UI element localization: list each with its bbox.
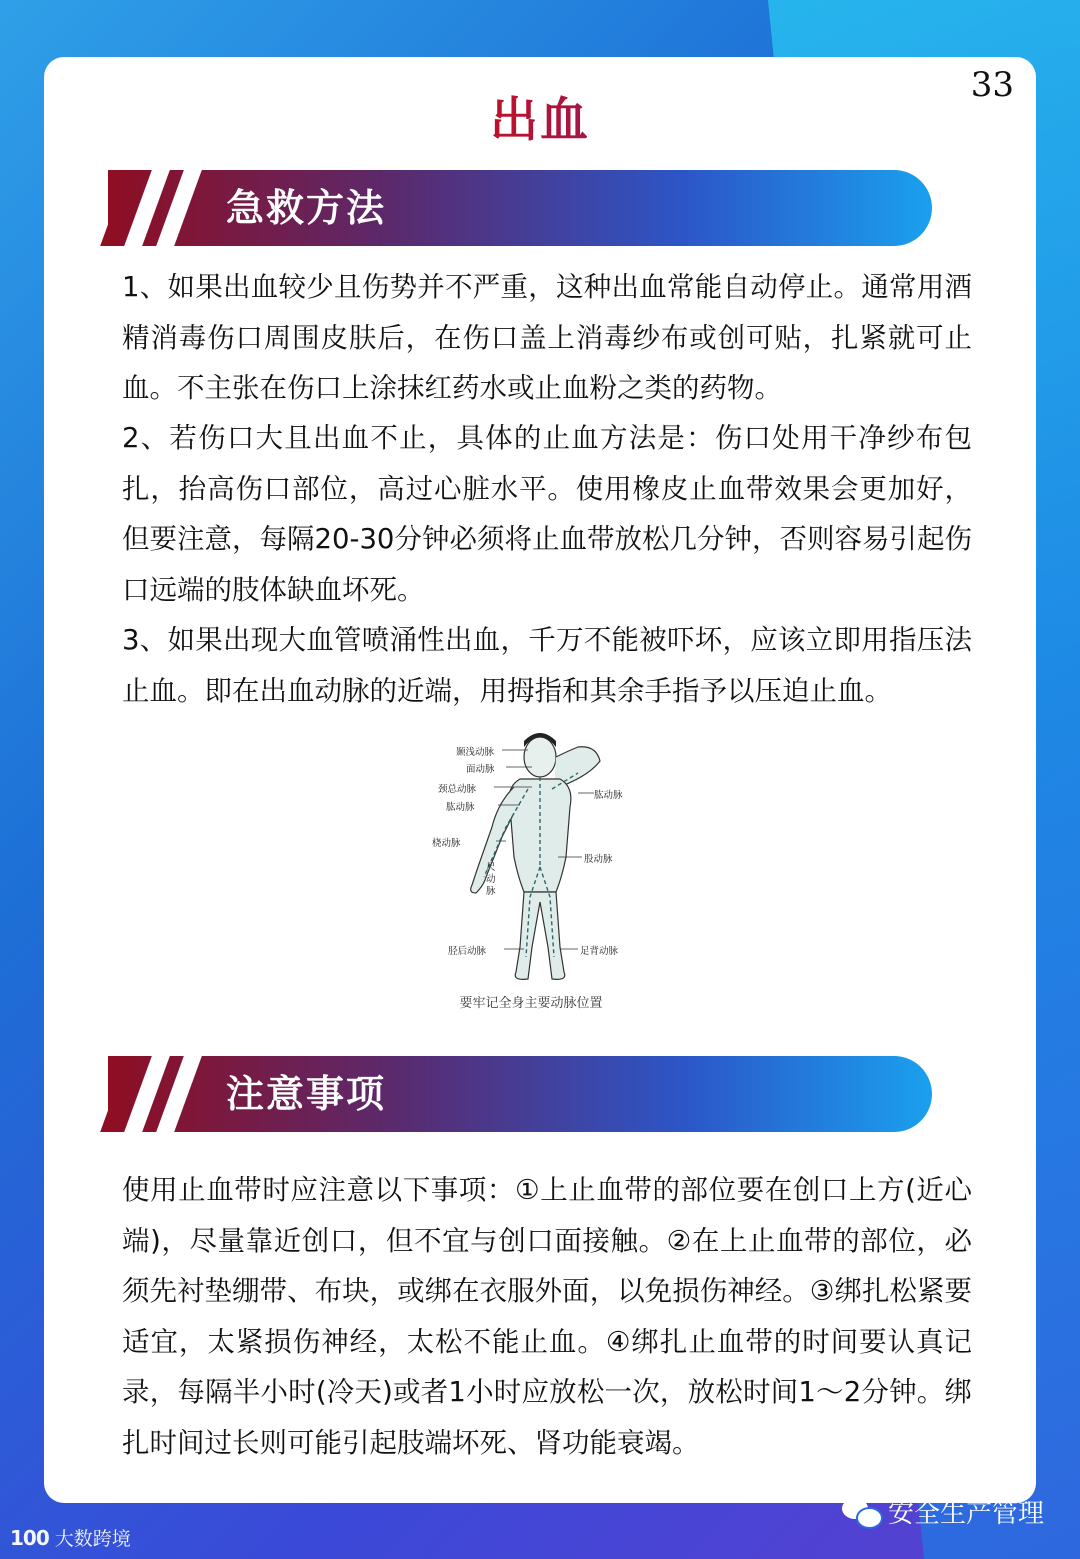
paragraph-3: 3、如果出现大血管喷涌性出血，千万不能被吓坏，应该立即用指压法止血。即在出血动脉的近端，用拇指和其余手指予以压迫止血。 bbox=[122, 624, 972, 707]
label-ulnar-artery: 尺动脉 bbox=[486, 862, 496, 897]
label-brachial-artery-right: 肱动脉 bbox=[594, 790, 623, 801]
section-heading: 急救方法 bbox=[226, 186, 387, 230]
paragraph-1: 1、如果出血较少且伤势并不严重，这种出血常能自动停止。通常用酒精消毒伤口周围皮肤后，在伤口盖上消毒纱布或创可贴，扎紧就可止血。不主张在伤口上涂抹红药水或止血粉之类的药物。 bbox=[122, 271, 972, 404]
label-facial-artery: 面动脉 bbox=[466, 764, 495, 775]
wechat-icon bbox=[842, 1498, 880, 1526]
wechat-watermark bbox=[842, 1493, 1044, 1530]
section-heading: 注意事项 bbox=[226, 1072, 387, 1116]
paragraph-precautions: 使用止血带时应注意以下事项：①上止血带的部位要在创口上方(近心端)，尽量靠近创口，但不宜与创口面接触。②在上止血带的部位，必须先衬垫绷带、布块，或绑在衣服外面，以免损伤神经。③绑扎松紧要适宜，太紧损伤神经，太松不能止血。④绑扎止血带的时间要认真记录，每隔半小时(冷天)或者1小时应放松一次，放松时间1～2分钟。绑扎时间过长则可能引起肢端坏死、肾功能衰竭。 bbox=[122, 1174, 972, 1459]
brand-watermark bbox=[10, 1524, 131, 1551]
content-card bbox=[44, 57, 1036, 1503]
label-posterior-tibial-artery: 胫后动脉 bbox=[448, 946, 487, 957]
page-title: 出血 bbox=[44, 81, 1036, 150]
label-femoral-artery: 股动脉 bbox=[584, 854, 613, 865]
section-header-first-aid bbox=[108, 170, 932, 246]
label-brachial-artery-left: 肱动脉 bbox=[446, 802, 475, 813]
paragraph-2: 2、若伤口大且出血不止，具体的止血方法是：伤口处用干净纱布包扎，抬高伤口部位，高过心脏水平。使用橡皮止血带效果会更加好，但要注意，每隔20-30分钟必须将止血带放松几分钟，否则容易引起伤口远端的肢体缺血坏死。 bbox=[122, 422, 972, 606]
figure-caption: 要牢记全身主要动脉位置 bbox=[459, 996, 603, 1011]
label-temporal-artery: 颞浅动脉 bbox=[456, 747, 495, 758]
watermark-text: 安全生产管理 bbox=[887, 1499, 1044, 1529]
label-radial-artery: 桡动脉 bbox=[432, 838, 461, 849]
label-carotid-artery: 颈总动脉 bbox=[438, 784, 477, 795]
artery-figure bbox=[428, 717, 634, 1017]
brand-text: 大数跨境 bbox=[54, 1528, 131, 1550]
label-dorsalis-pedis-artery: 足背动脉 bbox=[580, 946, 619, 957]
brand-logo-icon: 100 bbox=[10, 1525, 49, 1550]
section-header-precautions bbox=[108, 1056, 932, 1132]
